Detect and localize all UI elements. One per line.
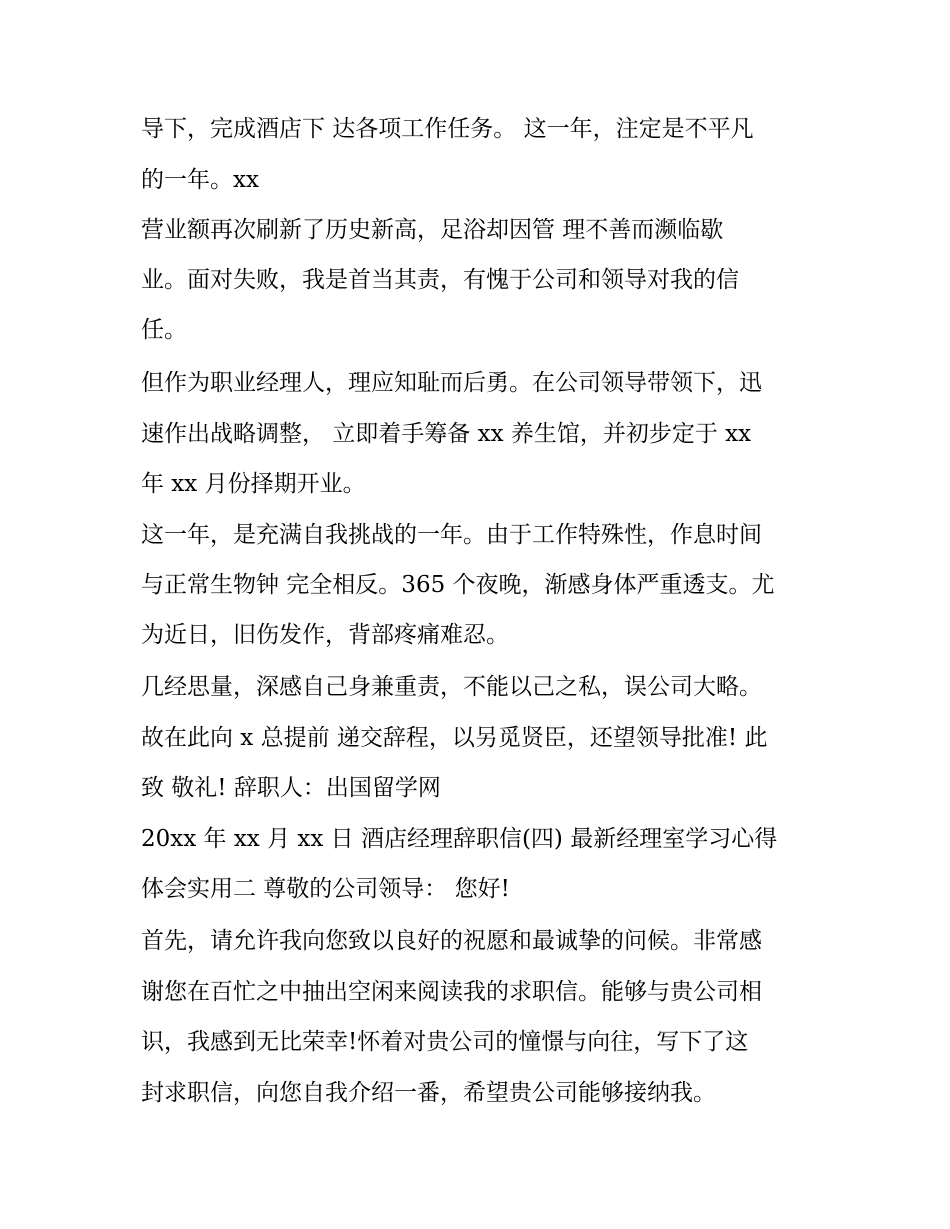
text-line: 速作出战略调整， 立即着手筹备 xx 养生馆，并初步定于 xx <box>141 421 752 447</box>
text-line: 与正常生物钟 完全相反。365 个夜晚，渐感身体严重透支。尤 <box>141 572 775 598</box>
text-line: 体会实用二 尊敬的公司领导： 您好! <box>141 876 510 902</box>
text-line: 但作为职业经理人，理应知耻而后勇。在公司领导带领下，迅 <box>141 370 762 396</box>
text-line: 年 xx 月份择期开业。 <box>141 471 366 497</box>
text-line: 故在此向 x 总提前 递交辞程，以另觅贤臣，还望领导批准! 此 <box>141 725 768 751</box>
text-line: 致 敬礼! 辞职人：出国留学网 <box>141 775 441 801</box>
text-line: 导下，完成酒店下 达各项工作任务。 这一年，注定是不平凡 <box>141 116 754 142</box>
text-line: 任。 <box>141 317 187 343</box>
text-line: 几经思量，深感自己身兼重责，不能以己之私，误公司大略。 <box>141 674 762 700</box>
text-line: 这一年，是充满自我挑战的一年。由于工作特殊性，作息时间 <box>141 522 762 548</box>
text-line: 业。面对失败，我是首当其责，有愧于公司和领导对我的信 <box>141 267 739 293</box>
text-line: 识，我感到无比荣幸!怀着对贵公司的憧憬与向往，写下了这 <box>141 1029 749 1055</box>
text-line: 营业额再次刷新了历史新高，足浴却因管 理不善而濒临歇 <box>141 217 724 243</box>
text-line: 首先，请允许我向您致以良好的祝愿和最诚挚的问候。非常感 <box>141 928 762 954</box>
text-line: 20xx 年 xx 月 xx 日 酒店经理辞职信(四) 最新经理室学习心得 <box>141 826 778 852</box>
text-line: 为近日，旧伤发作，背部疼痛难忍。 <box>141 622 509 648</box>
text-line: 的一年。xx <box>141 167 259 193</box>
text-line: 谢您在百忙之中抽出空闲来阅读我的求职信。能够与贵公司相 <box>141 979 762 1005</box>
text-line: 封求职信，向您自我介绍一番，希望贵公司能够接纳我。 <box>141 1080 716 1106</box>
